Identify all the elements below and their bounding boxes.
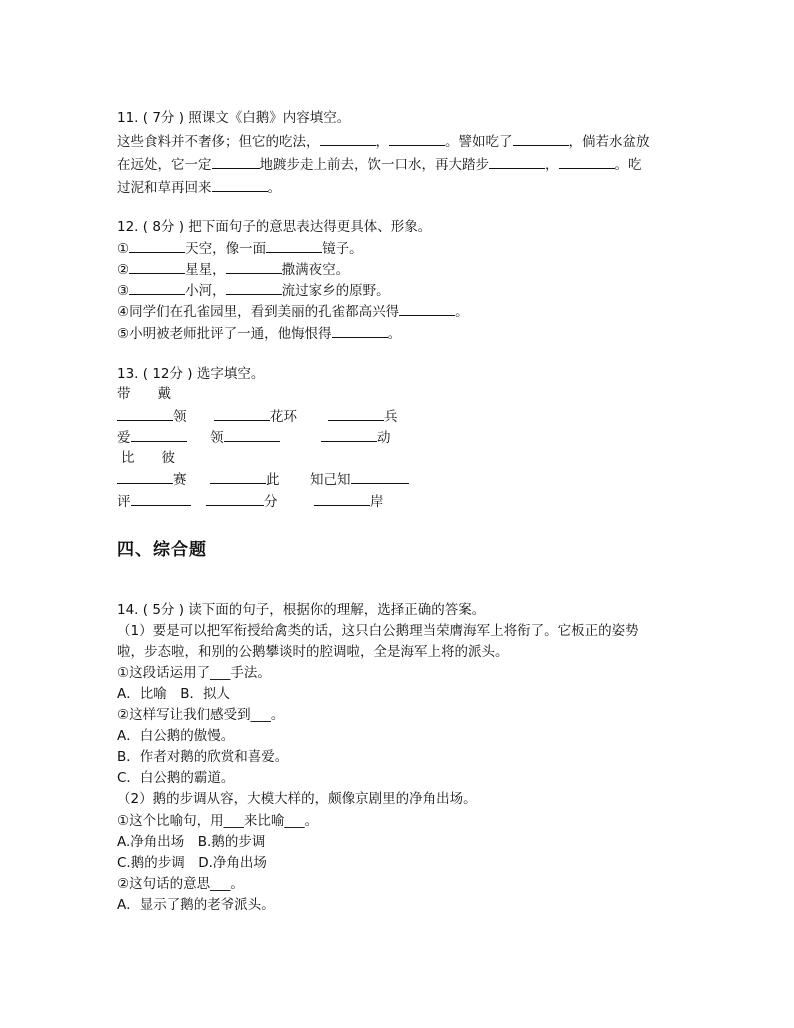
q11-text: 这些食料并不奢侈；但它的吃法，	[117, 134, 320, 150]
fill-blank[interactable]	[212, 177, 268, 192]
q13-item	[210, 469, 280, 490]
q11-line2	[117, 154, 642, 175]
q12-text: 小河，	[185, 283, 226, 299]
q12-text: 星星，	[185, 262, 226, 278]
fill-blank[interactable]	[489, 154, 545, 169]
item-marker: ③	[117, 283, 130, 299]
q13-text: 岸	[370, 494, 384, 510]
fill-blank[interactable]	[314, 491, 370, 506]
fill-blank[interactable]	[224, 427, 280, 442]
fill-blank[interactable]	[210, 469, 266, 484]
q13-item	[206, 491, 278, 512]
q12-text: ⑤小明被老师批评了一通，他悔恨得	[117, 326, 332, 342]
q12-text: 。	[455, 304, 469, 320]
q14-options[interactable]: C.鹅的步调 D.净角出场	[117, 855, 267, 871]
q12-text: 流过家乡的原野。	[281, 283, 390, 299]
fill-blank[interactable]	[117, 469, 173, 484]
q14-passage1-line2: 啦，步态啦，和别的公鹅攀谈时的腔调啦，全是海军上将的派头。	[117, 644, 509, 660]
q13-text: 花环	[270, 409, 297, 425]
fill-blank[interactable]	[559, 154, 615, 169]
q12-text: 镜子。	[322, 241, 363, 257]
q13-title: 13. ( 12分 ) 选字填空。	[117, 366, 265, 382]
q13-text: 领	[210, 430, 224, 446]
q13-item	[117, 491, 191, 512]
q13-item	[314, 491, 384, 512]
fill-blank[interactable]	[131, 491, 191, 506]
q13-item	[117, 406, 187, 427]
q13-item	[117, 469, 187, 490]
item-marker: ②	[117, 262, 130, 278]
q13-item	[328, 406, 398, 427]
q13-text: 分	[264, 494, 278, 510]
q14-option[interactable]: A．显示了鹅的老爷派头。	[117, 897, 275, 913]
q12-title: 12. ( 8分 ) 把下面句子的意思表达得更具体、形象。	[117, 219, 432, 235]
q12-text: 天空，像一面	[185, 241, 267, 257]
fill-blank[interactable]	[320, 131, 376, 146]
q13-item	[310, 469, 409, 490]
q13-item	[117, 427, 187, 448]
fill-blank[interactable]	[129, 238, 185, 253]
q12-item4	[117, 301, 469, 322]
fill-blank[interactable]	[389, 131, 445, 146]
q14-subquestion: ②这句话的意思___。	[117, 876, 244, 892]
char-pair-1: 带 戴	[117, 386, 171, 402]
q11-text: 在远处，它一定	[117, 157, 212, 173]
q11-text: 。譬如吃了	[445, 134, 513, 150]
fill-blank[interactable]	[214, 406, 270, 421]
fill-blank[interactable]	[131, 427, 187, 442]
q14-passage1-line1: （1）要是可以把军衔授给禽类的话，这只白公鹅理当荣膺海军上将衔了。它板正的姿势	[117, 623, 639, 639]
fill-blank[interactable]	[129, 259, 185, 274]
q12-item1	[117, 238, 363, 259]
q13-text: 知己知	[310, 472, 351, 488]
q11-line3	[117, 177, 281, 198]
q14-option[interactable]: A．白公鹅的傲慢。	[117, 728, 235, 744]
fill-blank[interactable]	[399, 301, 455, 316]
q12-item3	[117, 280, 390, 301]
fill-blank[interactable]	[321, 427, 377, 442]
q12-text: 撒满夜空。	[281, 262, 350, 278]
q13-text: 爱	[117, 430, 131, 446]
q14-title: 14. ( 5分 ) 读下面的句子，根据你的理解，选择正确的答案。	[117, 602, 486, 618]
fill-blank[interactable]	[206, 491, 264, 506]
q11-text: 。	[267, 180, 281, 196]
q11-text: 地踱步走上前去，饮一口水，再大踏步	[259, 157, 489, 173]
q13-item	[321, 427, 391, 448]
q13-text: 动	[377, 430, 391, 446]
q11-text: 过泥和草再回来	[117, 180, 212, 196]
q13-item	[214, 406, 297, 427]
q12-text: ④同学们在孔雀园里，看到美丽的孔雀都高兴得	[117, 304, 400, 320]
section-heading: 四、综合题	[117, 540, 207, 560]
fill-blank[interactable]	[129, 280, 185, 295]
fill-blank[interactable]	[226, 280, 282, 295]
q11-text: ，倘若水盆放	[568, 134, 650, 150]
q14-subquestion: ①这个比喻句，用___来比喻___。	[117, 813, 319, 829]
q14-options[interactable]: A．比喻 B．拟人	[117, 686, 230, 702]
q13-text: 兵	[384, 409, 398, 425]
q14-passage2: （2）鹅的步调从容，大模大样的，颇像京剧里的净角出场。	[117, 791, 477, 807]
q11-text: 。吃	[614, 157, 642, 173]
q14-subquestion: ②这样写让我们感受到___。	[117, 707, 285, 723]
q13-text: 此	[266, 472, 280, 488]
fill-blank[interactable]	[332, 323, 388, 338]
q11-title: 11. ( 7分 ) 照课文《白鹅》内容填空。	[117, 110, 351, 126]
q11-text: ，	[545, 157, 559, 173]
q11-text: ，	[375, 134, 389, 150]
q14-option[interactable]: C．白公鹅的霸道。	[117, 770, 235, 786]
q12-item5	[117, 323, 401, 344]
fill-blank[interactable]	[513, 131, 569, 146]
q14-option[interactable]: B．作者对鹅的欣赏和喜爱。	[117, 749, 289, 765]
item-marker: ①	[117, 241, 130, 257]
q13-text: 评	[117, 494, 131, 510]
fill-blank[interactable]	[266, 238, 322, 253]
q14-options[interactable]: A.净角出场 B.鹅的步调	[117, 834, 266, 850]
fill-blank[interactable]	[351, 469, 409, 484]
q13-text: 领	[173, 409, 187, 425]
q13-text: 赛	[173, 472, 187, 488]
fill-blank[interactable]	[226, 259, 282, 274]
q12-text: 。	[387, 326, 402, 342]
q11-line1	[117, 131, 650, 152]
q13-item	[210, 427, 280, 448]
char-pair-2: 比 彼	[121, 450, 175, 466]
fill-blank[interactable]	[328, 406, 384, 421]
fill-blank[interactable]	[212, 154, 260, 169]
fill-blank[interactable]	[117, 406, 173, 421]
q12-item2	[117, 259, 349, 280]
q14-subquestion: ①这段话运用了___手法。	[117, 665, 271, 681]
